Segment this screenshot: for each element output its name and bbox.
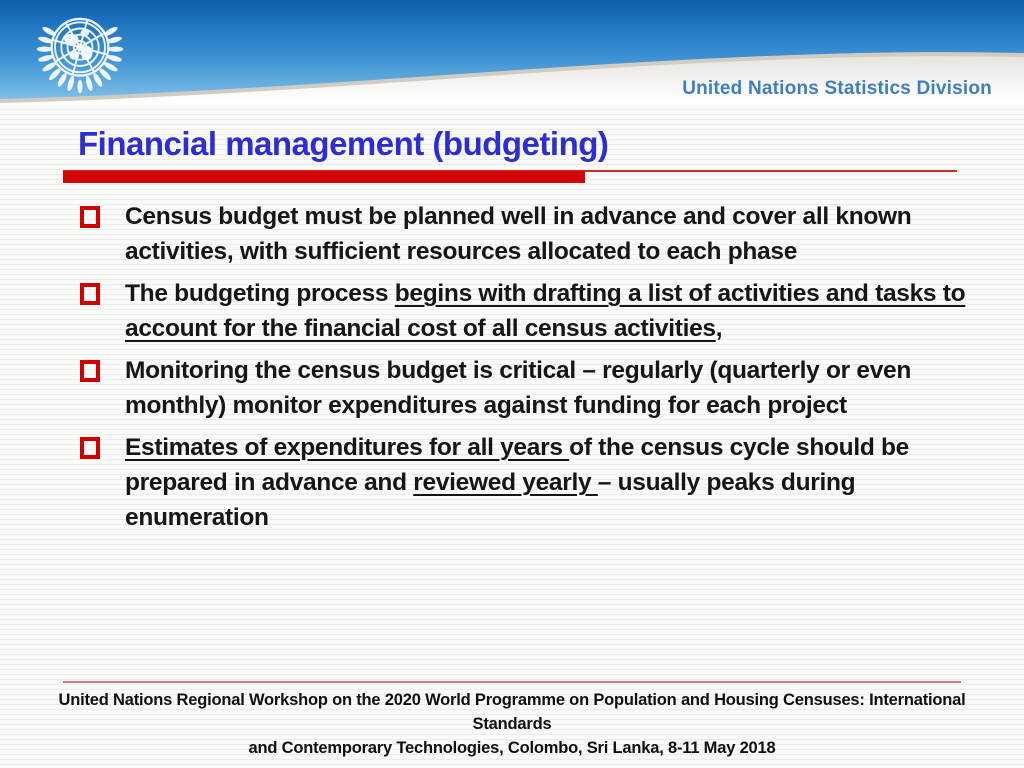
org-name: United Nations Statistics Division <box>682 78 992 99</box>
footer-text-line-2: and Contemporary Technologies, Colombo, Sri Lanka, 8-11 May 2018 <box>248 739 776 757</box>
bullet-text <box>125 199 973 269</box>
bullet-item <box>0 276 1024 346</box>
bullet-square-icon <box>80 206 100 228</box>
bullet-square-icon <box>80 360 100 382</box>
bullet-list <box>0 199 1024 535</box>
bullet-item <box>0 199 1024 269</box>
bullet-text-segment: , <box>715 315 723 342</box>
slide-body <box>0 125 1024 535</box>
slide-footer <box>52 681 972 760</box>
bullet-square-icon <box>80 283 100 305</box>
bullet-text-segment: begins with drafting a list of activities and tasks to account for the financial cost of all census activities <box>125 280 966 342</box>
bullet-text-segment: Estimates of expenditures for all years <box>125 434 570 461</box>
title-rule-thick-bar <box>63 171 585 183</box>
footer-divider <box>63 681 961 683</box>
bullet-square-icon <box>80 437 100 459</box>
slide-header <box>0 0 1024 105</box>
footer-text-line-1: United Nations Regional Workshop on the 2020 World Programme on Population and Housing Censuses: International Standards <box>58 691 966 733</box>
bullet-text-segment: Monitoring the census budget is critical – regularly (quarterly or even monthly) monitor expenditures against funding for each project <box>125 357 912 419</box>
bullet-text-segment: Census budget must be planned well in advance and cover all known activities, with sufficient resources allocated to each phase <box>125 203 912 265</box>
title-rule <box>63 170 957 184</box>
bullet-text-segment: The budgeting process <box>125 280 395 307</box>
bullet-text-segment: of the census cycle should be prepared in advance and <box>125 434 909 496</box>
bullet-text <box>125 276 973 346</box>
bullet-text <box>125 430 973 535</box>
bullet-text-segment: reviewed yearly <box>413 469 598 496</box>
bullet-item <box>0 353 1024 423</box>
bullet-item <box>0 430 1024 535</box>
bullet-text-segment: – usually peaks during enumeration <box>125 469 856 531</box>
bullet-text <box>125 353 973 423</box>
un-logo-icon <box>28 5 132 101</box>
slide-title: Financial management (budgeting) <box>78 125 609 162</box>
